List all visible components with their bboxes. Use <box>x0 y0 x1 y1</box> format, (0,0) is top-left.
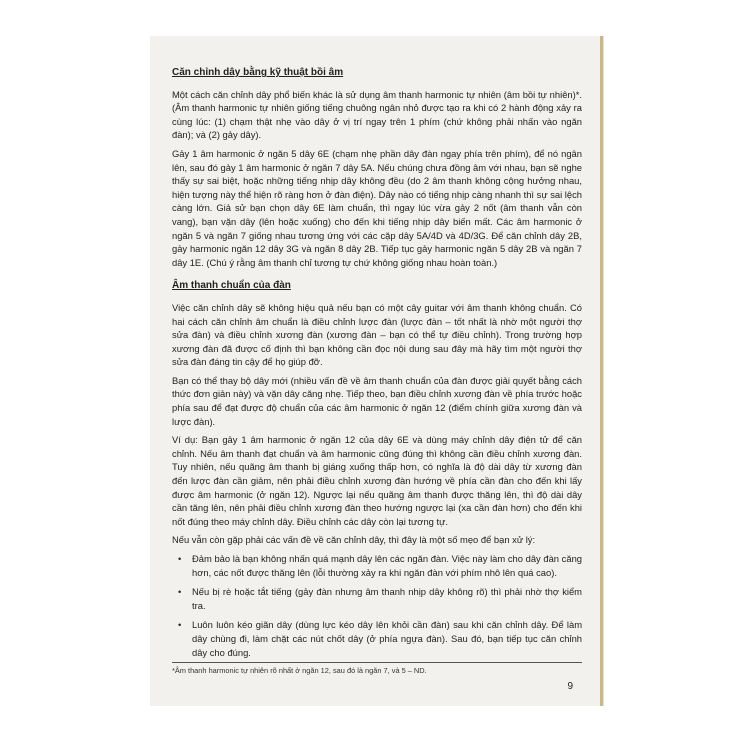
paragraph: Một cách căn chỉnh dây phổ biến khác là sử dụng âm thanh harmonic tự nhiên (âm bồi tự nhiên)*. (Âm thanh harmonic tự nhiên giống tiếng chuông ngân nhỏ được tạo ra khi có 2 hành động xảy ra cùng lúc: (1) chạm thật nhẹ vào dây ở vị trí ngay trên 1 phím (chứ không phải nhấn vào ngăn đàn); và (2) gảy dây). <box>172 88 582 141</box>
footnote: *Âm thanh harmonic tự nhiên rõ nhất ở ngăn 12, sau đó là ngăn 7, và 5 – ND. <box>172 666 427 675</box>
list-item: • Nếu bị rè hoặc tắt tiếng (gảy đàn nhưng âm thanh nhịp dây không rõ) thì phải nhờ thợ kiểm tra. <box>186 585 582 612</box>
paragraph: Gảy 1 âm harmonic ở ngăn 5 dây 6E (chạm nhẹ phần dây đàn ngay phía trên phím), để nó ngân lên, sau đó gảy 1 âm harmonic ở ngăn 7 dây 5A. Nếu chúng chưa đồng âm với nhau, bạn sẽ nghe thấy sự sai biệt, hoặc những tiếng nhịp dây không đều (do 2 âm thanh không cộng hưởng nhau, hiện tượng này thể hiện rõ ràng hơn ở đàn điện). Dây nào có tiếng nhịp càng nhanh thì sự sai lệch càng lớn. Giả sử bạn chọn dây 6E làm chuẩn, thì ngay lúc vừa gảy 2 nốt (âm thanh vẫn còn vang), bạn vặn dây (lên hoặc xuống) cho đến khi tiếng nhịp dây biến mất. Các âm harmonic ở ngăn 5 và ngăn 7 giống nhau tương ứng với các cặp dây 5A/4D và 4D/3G. Để căn chỉnh dây 2B, gảy harmonic ngăn 12 dây 3G và ngăn 8 dây 2B. Tiếp tục gảy harmonic ngăn 5 dây 2B và ngăn 7 dây 1E. (Chú ý rằng âm thanh chỉ tương tự chứ không giống nhau hoàn toàn.) <box>172 147 582 268</box>
section-title-harmonic-tuning: Căn chỉnh dây bằng kỹ thuật bồi âm <box>172 67 344 78</box>
paragraph: Việc căn chỉnh dây sẽ không hiệu quả nếu bạn có một cây guitar với âm thanh không chuẩn. Có hai cách căn chỉnh âm chuẩn là điều chỉnh lược đàn (lược đàn – tốt nhất là nhờ một người thợ sửa đàn) và điều chỉnh xương đàn (xương đàn – bạn có thể tự điều chỉnh). Trong trường hợp xương đàn đã được cố định thì bạn không cần đọc nội dung sau đây mà hãy tìm một người thợ sửa đàn đáng tin cậy để họ giúp đỡ. <box>172 301 582 368</box>
paragraph: Nếu vẫn còn gặp phải các vấn đề về căn chỉnh dây, thì đây là một số mẹo để bạn xử lý: <box>172 534 536 546</box>
footnote-divider <box>172 662 582 663</box>
page-number: 9 <box>567 681 573 692</box>
tips-list <box>172 552 582 659</box>
list-item: • Luôn luôn kéo giãn dây (dùng lực kéo dây lên khỏi cần đàn) sau khi căn chỉnh dây. Để làm dây chùng đi, làm chặt các nút chốt dây (ở phía ngựa đàn). Sau đó, bạn tiếp tục căn chỉnh dây cho đúng. <box>186 618 582 659</box>
paragraph: Ví dụ: Bạn gảy 1 âm harmonic ở ngăn 12 của dây 6E và dùng máy chỉnh dây điện tử để căn chỉnh. Nếu âm thanh đạt chuẩn và âm harmonic cũng đúng thì không cần điều chỉnh xương đàn. Tuy nhiên, nếu quãng âm thanh bị giáng xuống thấp hơn, có nghĩa là độ dài dây từ xương đàn đến lược đàn cần giảm, nên phải điều chỉnh xương đàn hướng về phía cần đàn cho đến khi lấy được âm harmonic (ở ngăn 12). Ngược lại nếu quãng âm thanh được thăng lên, thì độ dài dây cần tăng lên, nên phải điều chỉnh xương đàn theo hướng ngược lại (xa cần đàn hơn) cho đến khi nốt đúng theo máy chỉnh dây. Điều chỉnh các dây còn lại tương tự. <box>172 434 582 527</box>
paragraph: Bạn có thể thay bộ dây mới (nhiều vấn đề về âm thanh chuẩn của đàn được giải quyết bằng cách thức đơn giản này) và vặn dây căng nhẹ. Tiếp theo, bạn điều chỉnh xương đàn về phía trước hoặc phía sau để đạt được độ chuẩn của các âm harmonic ở ngăn 12 (điểm chính giữa xương đàn và lược đàn). <box>172 374 582 427</box>
section-title-intonation: Âm thanh chuẩn của đàn <box>172 280 291 292</box>
book-page <box>150 36 603 706</box>
page-content <box>172 66 582 665</box>
list-item: • Đảm bảo là bạn không nhấn quá mạnh dây lên các ngăn đàn. Việc này làm cho dây đàn căng hơn, các nốt được thăng lên (lỗi thường xảy ra khi ngăn đàn với phím nhô lên quá cao). <box>186 552 582 579</box>
